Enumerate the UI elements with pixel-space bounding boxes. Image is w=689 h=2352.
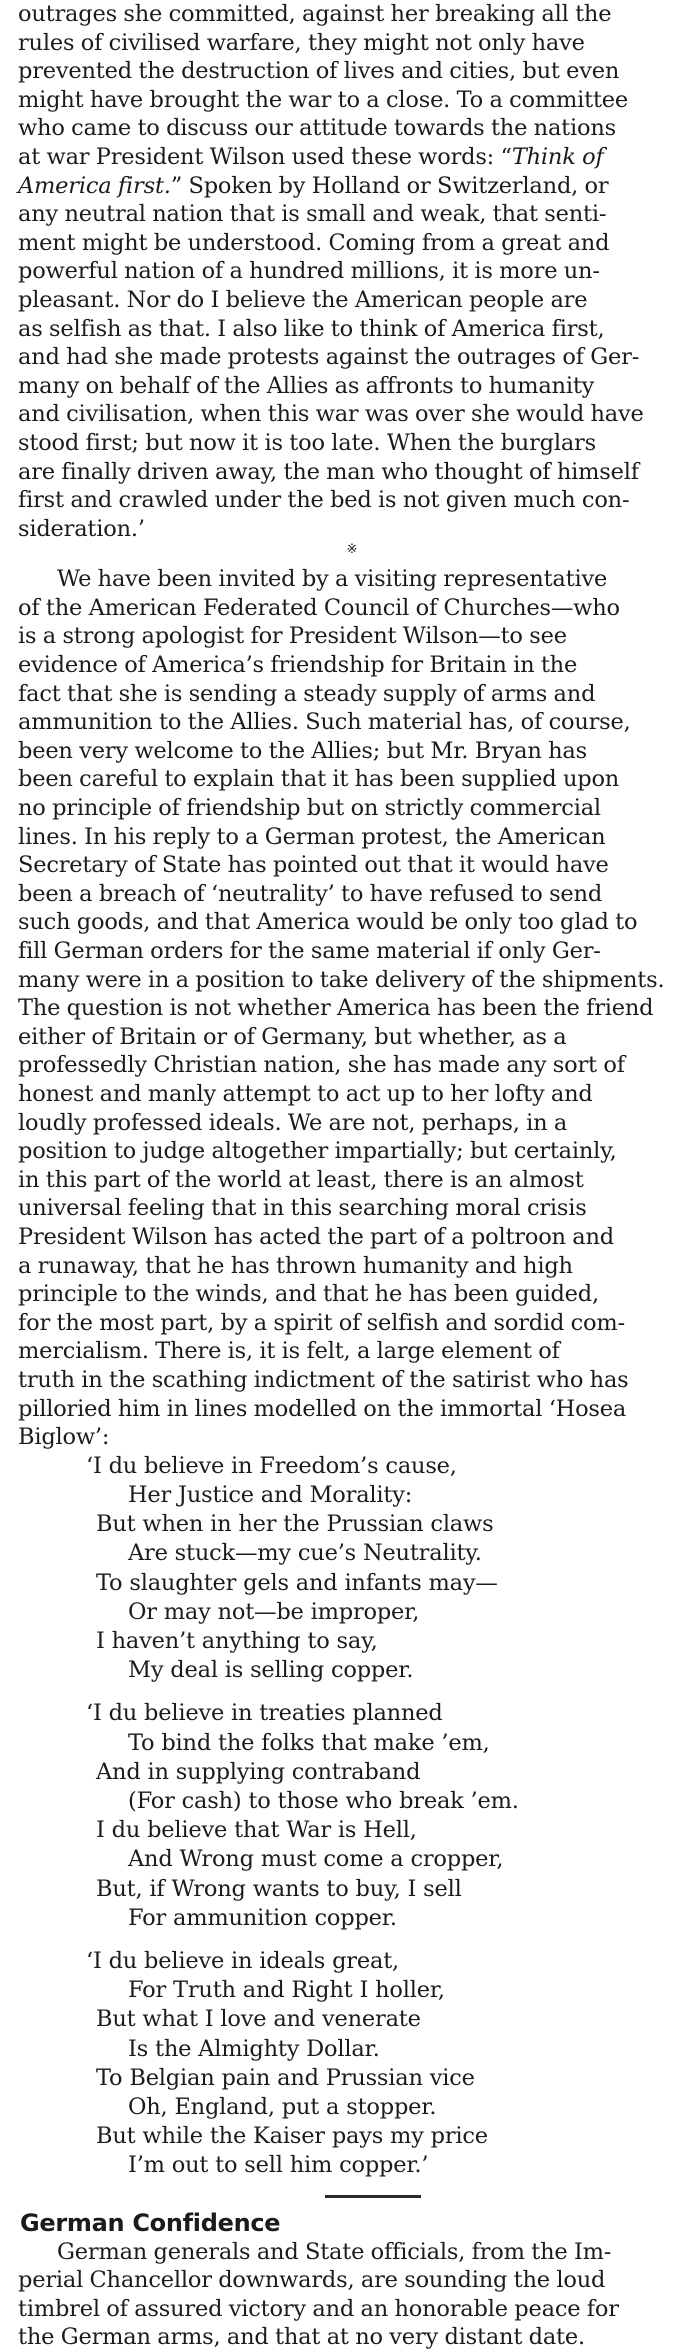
text-line: of the American Federated Council of Churches—who <box>18 594 620 621</box>
text-line: is a strong apologist for President Wilson—to see <box>18 623 567 650</box>
text-line: in this part of the world at least, there is an almost <box>18 1166 584 1193</box>
poem-verse-line: Oh, England, put a stopper. <box>128 2093 437 2120</box>
paragraph-german-confidence <box>18 2238 686 2352</box>
text-line: many were in a position to take delivery of the shipments. <box>18 966 665 993</box>
poem-verse-line: Or may not—be improper, <box>128 1598 420 1625</box>
text-line: who came to discuss our attitude towards the nations <box>18 115 616 142</box>
poem-verse-line: For Truth and Right I holler, <box>128 1977 445 2004</box>
text-line: President Wilson has acted the part of a poltroon and <box>18 1223 614 1250</box>
poem-verse-line: To bind the folks that make ’em, <box>128 1729 490 1756</box>
text-line: We have been invited by a visiting representative <box>57 566 608 593</box>
poem-verse-line: For ammunition copper. <box>128 1904 397 1931</box>
text-line: German generals and State officials, from the Im- <box>57 2238 612 2265</box>
text-line: truth in the scathing indictment of the satirist who has <box>18 1366 629 1393</box>
poem-verse-line: But, if Wrong wants to buy, I sell <box>96 1875 462 1902</box>
text-line: prevented the destruction of lives and cities, but even <box>18 58 620 85</box>
poem-verse-line: Her Justice and Morality: <box>128 1481 413 1508</box>
poem-verse-line: I haven’t anything to say, <box>96 1627 378 1654</box>
poem-verse-line: ‘I du believe in ideals great, <box>86 1947 399 1974</box>
text-line: as selfish as that. I also like to think of America first, <box>18 315 605 342</box>
text-line: and had she made protests against the outrages of Ger- <box>18 344 640 371</box>
text-line: rules of civilised warfare, they might not only have <box>18 29 585 56</box>
text-line: and civilisation, when this war was over she would have <box>18 401 644 428</box>
text-line: perial Chancellor downwards, are sounding the loud <box>18 2267 606 2294</box>
section-heading-german-confidence: German Confidence <box>20 2208 281 2237</box>
text-line: might have brought the war to a close. To a committee <box>18 86 629 113</box>
text-line: professedly Christian nation, she has made any sort of <box>18 1052 625 1079</box>
text-line: The question is not whether America has been the friend <box>18 995 654 1022</box>
poem-verse-line: But while the Kaiser pays my price <box>96 2123 488 2150</box>
text-line: a runaway, that he has thrown humanity and high <box>18 1252 573 1279</box>
text-line: loudly professed ideals. We are not, perhaps, in a <box>18 1109 568 1136</box>
text-line: principle to the winds, and that he has been guided, <box>18 1281 599 1308</box>
text-line: fact that she is sending a steady supply of arms and <box>18 680 596 707</box>
italic-quote-fragment: Think of <box>511 143 604 170</box>
text-line: either of Britain or of Germany, but whether, as a <box>18 1023 567 1050</box>
poem-verse-line: To Belgian pain and Prussian vice <box>96 2064 475 2091</box>
text-line: first and crawled under the bed is not given much con- <box>18 487 630 514</box>
poem-verse-line: I’m out to sell him copper.’ <box>128 2152 429 2179</box>
poem-verse-line: Are stuck—my cue’s Neutrality. <box>128 1540 482 1567</box>
section-divider <box>325 2195 421 2198</box>
poem-verse-line: (For cash) to those who break ’em. <box>128 1787 519 1814</box>
text-line: been a breach of ‘neutrality’ to have refused to send <box>18 880 603 907</box>
text-line: such goods, and that America would be only too glad to <box>18 909 638 936</box>
poem-stanza <box>86 1699 686 1933</box>
text-line: many on behalf of the Allies as affronts to humanity <box>18 372 595 399</box>
paragraph-president-wilson-quote <box>18 0 686 543</box>
text-line: no principle of friendship but on strictly commercial <box>18 795 601 822</box>
italic-quote-fragment: America first. <box>18 172 171 199</box>
text-line: honest and manly attempt to act up to her lofty and <box>18 1080 593 1107</box>
text-line: the German arms, and that at no very distant date. <box>18 2324 585 2351</box>
text-line: pilloried him in lines modelled on the immortal ‘Hosea <box>18 1395 627 1422</box>
text-line: ammunition to the Allies. Such material has, of course, <box>18 709 631 736</box>
section-asterism: ※ <box>346 542 358 558</box>
text-line: universal feeling that in this searching moral crisis <box>18 1195 587 1222</box>
text-line: America first.” Spoken by Holland or Switzerland, or <box>18 172 609 199</box>
poem-verse-line: But what I love and venerate <box>96 2006 421 2033</box>
poem-stanza <box>86 1947 686 2181</box>
text-line: evidence of America’s friendship for Britain in the <box>18 652 578 679</box>
poem-verse-line: And in supplying contraband <box>96 1758 421 1785</box>
text-line: timbrel of assured victory and an honorable peace for <box>18 2295 619 2322</box>
text-line: are finally driven away, the man who thought of himself <box>18 458 639 485</box>
text-line: fill German orders for the same material if only Ger- <box>18 938 601 964</box>
text-line: any neutral nation that is small and weak, that senti- <box>18 201 607 228</box>
poem-verse-line: ‘I du believe in treaties planned <box>86 1700 443 1727</box>
text-line: pleasant. Nor do I believe the American people are <box>18 286 588 313</box>
poem-verse-line: And Wrong must come a cropper, <box>128 1846 504 1873</box>
poem-verse-line: My deal is selling copper. <box>128 1657 414 1684</box>
paragraph-american-federated-council <box>18 565 686 1451</box>
poem-verse-line: ‘I du believe in Freedom’s cause, <box>86 1452 457 1479</box>
poem-hosea-biglow-parody <box>86 1452 686 2181</box>
text-line: lines. In his reply to a German protest, the American <box>18 823 606 850</box>
text-line: mercialism. There is, it is felt, a large element of <box>18 1338 560 1365</box>
text-line: Biglow’: <box>18 1424 110 1451</box>
text-line: at war President Wilson used these words: “Think of <box>18 143 604 170</box>
poem-verse-line: But when in her the Prussian claws <box>96 1511 494 1538</box>
text-line: ment might be understood. Coming from a great and <box>18 229 610 256</box>
text-line: powerful nation of a hundred millions, it is more un- <box>18 258 600 285</box>
text-line: been very welcome to the Allies; but Mr. Bryan has <box>18 737 587 764</box>
poem-verse-line: To slaughter gels and infants may— <box>96 1569 498 1596</box>
text-line: for the most part, by a spirit of selfish and sordid com- <box>18 1309 625 1336</box>
poem-verse-line: I du believe that War is Hell, <box>96 1817 417 1844</box>
text-line: been careful to explain that it has been supplied upon <box>18 766 620 793</box>
text-line: Secretary of State has pointed out that it would have <box>18 852 609 879</box>
text-line: stood first; but now it is too late. When the burglars <box>18 429 596 456</box>
text-line: outrages she committed, against her breaking all the <box>18 1 612 27</box>
text-line: position to judge altogether impartially; but certainly, <box>18 1138 617 1165</box>
text-line: sideration.’ <box>18 515 145 542</box>
poem-verse-line: Is the Almighty Dollar. <box>128 2035 380 2062</box>
poem-stanza <box>86 1452 686 1686</box>
